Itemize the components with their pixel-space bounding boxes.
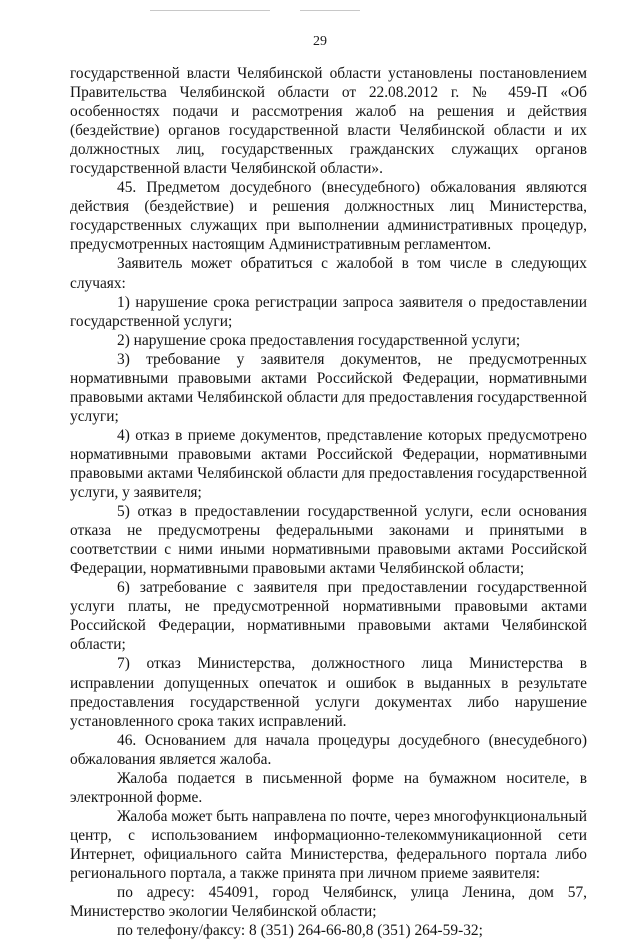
list-item: 1) нарушение срока регистрации запроса заявителя о предоставлении государственной услуги; xyxy=(70,293,587,330)
list-item: 4) отказ в приеме документов, представление которых предусмотрено нормативными правовыми актами Российской Федерации, нормативными правовыми актами Челябинской области для предоставления государственной услуги, у заявителя; xyxy=(70,426,587,502)
paragraph: Жалоба подается в письменной форме на бумажном носителе, в электронной форме. xyxy=(70,769,587,806)
list-item: 7) отказ Министерства, должностного лица Министерства в исправлении допущенных опечаток и ошибок в выданных в результате предоставления государственной услуги документах либо нарушение установленного срока таких исправлений. xyxy=(70,655,587,730)
paragraph: по адресу: 454091, город Челябинск, улица Ленина, дом 57, Министерство экологии Челябинской области; xyxy=(70,884,587,921)
paragraph: Жалоба может быть направлена по почте, через многофункциональный центр, с использованием информационно-телекоммуникационной сети Интернет, официального сайта Министерства, федерального портала либо регионального портала, а также принята при личном приеме заявителя: xyxy=(70,807,587,882)
list-item: 3) требование у заявителя документов, не предусмотренных нормативными правовыми актами Российской Федерации, нормативными правовыми актами Челябинской области для предоставления государственной услуги; xyxy=(70,350,587,425)
list-item: 6) затребование с заявителя при предоставлении государственной услуги платы, не предусмотренной нормативными правовыми актами Российской Федерации, нормативными правовыми актами Челябинской области; xyxy=(70,579,587,654)
page-number: 29 xyxy=(313,34,327,49)
list-item: 2) нарушение срока предоставления государственной услуги; xyxy=(117,331,521,349)
paragraph: 46. Основанием для начала процедуры досудебного (внесудебного) обжалования является жалоба. xyxy=(70,731,587,768)
scan-artifact xyxy=(300,10,360,11)
paragraph: 45. Предметом досудебного (внесудебного) обжалования являются действия (бездействие) и решения должностных лиц Министерства, государственных служащих при выполнении административных процедур, предусмотренных настоящим Административным регламентом. xyxy=(70,179,587,254)
paragraph: по телефону/факсу: 8 (351) 264-66-80,8 (351) 264-59-32; xyxy=(117,922,483,940)
paragraph: государственной власти Челябинской области установлены постановлением Правительства Челябинской области от 22.08.2012 г. № 459-П «Об особенностях подачи и рассмотрения жалоб на решения и действия (бездействие) органов государственной власти Челябинской области и их должностных лиц, государственных гражданских служащих органов государственной власти Челябинской области». xyxy=(70,65,587,178)
scan-artifact xyxy=(150,10,270,11)
paragraph: Заявитель может обратиться с жалобой в том числе в следующих случаях: xyxy=(70,255,587,292)
list-item: 5) отказ в предоставлении государственной услуги, если основания отказа не предусмотрены федеральными законами и принятыми в соответствии с ними иными нормативными правовыми актами Российской Федерации, нормативными правовыми актами Челябинской области; xyxy=(70,503,587,578)
document-body xyxy=(70,64,587,940)
